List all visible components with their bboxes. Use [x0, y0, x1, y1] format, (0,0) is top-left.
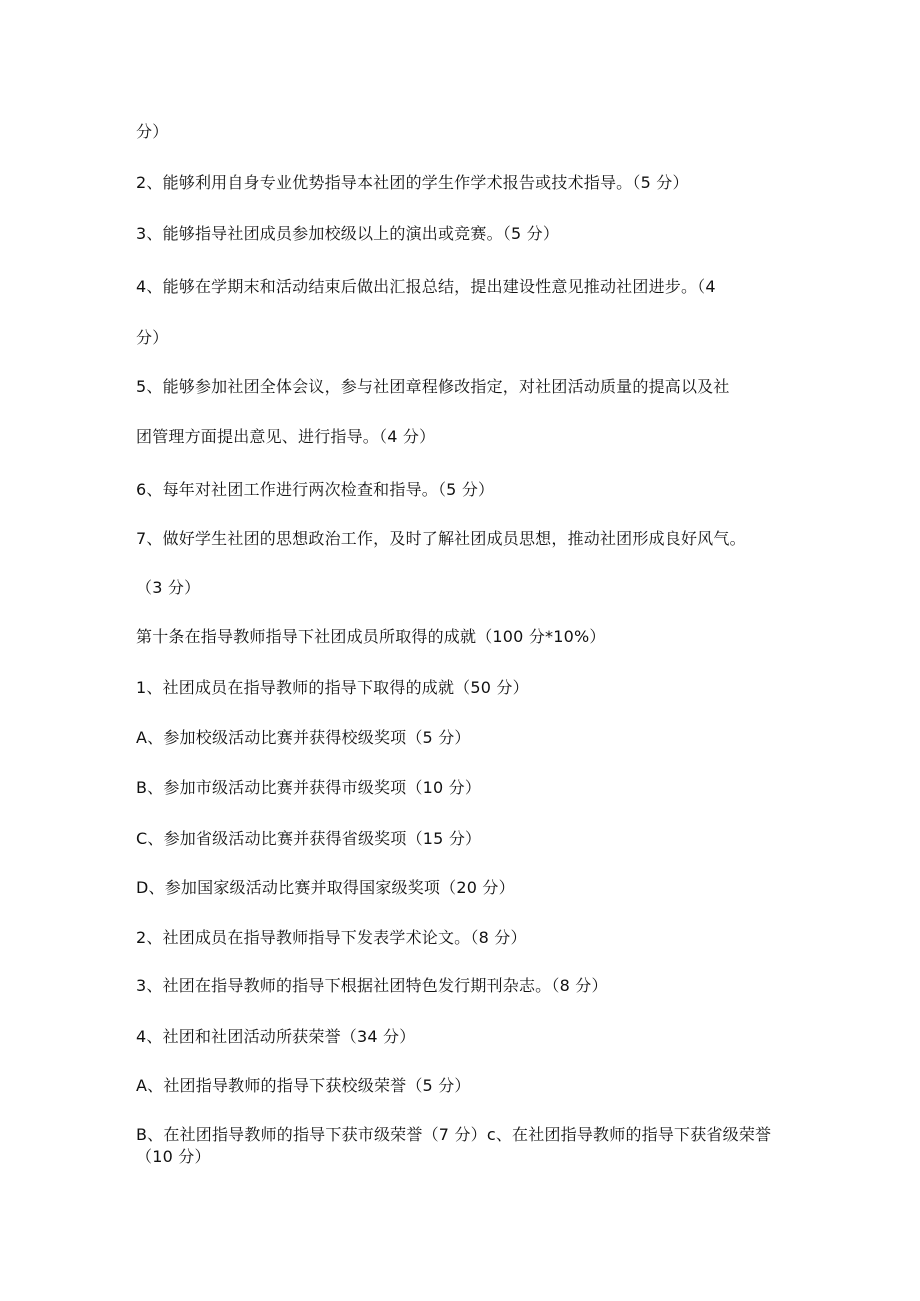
criterion-item-2: 2、能够利用自身专业优势指导本社团的学生作学术报告或技术指导。（5 分）	[136, 173, 689, 192]
article-10-heading: 第十条在指导教师指导下社团成员所取得的成就（100 分*10%）	[136, 627, 606, 646]
sub-item-b: B、参加市级活动比赛并获得市级奖项（10 分）	[136, 778, 482, 797]
sub-item-d: D、参加国家级活动比赛并取得国家级奖项（20 分）	[136, 878, 515, 897]
text-line-continuation: 分）	[136, 122, 169, 141]
criterion-item-5-continuation: 团管理方面提出意见、进行指导。（4 分）	[136, 427, 436, 446]
sub-item-a: A、参加校级活动比赛并获得校级奖项（5 分）	[136, 728, 471, 747]
criterion-item-6: 6、每年对社团工作进行两次检查和指导。（5 分）	[136, 480, 495, 499]
achievement-item-4: 4、社团和社团活动所获荣誉（34 分）	[136, 1027, 416, 1046]
criterion-item-3: 3、能够指导社团成员参加校级以上的演出或竞赛。（5 分）	[136, 224, 560, 243]
achievement-item-2: 2、社团成员在指导教师指导下发表学术论文。（8 分）	[136, 928, 527, 947]
criterion-item-7: 7、做好学生社团的思想政治工作，及时了解社团成员思想，推动社团形成良好风气。	[136, 529, 746, 548]
achievement-item-3: 3、社团在指导教师的指导下根据社团特色发行期刊杂志。（8 分）	[136, 976, 608, 995]
sub-item-c: C、参加省级活动比赛并获得省级奖项（15 分）	[136, 829, 482, 848]
criterion-item-4: 4、能够在学期末和活动结束后做出汇报总结，提出建设性意见推动社团进步。（4	[136, 277, 716, 296]
honor-item-a: A、社团指导教师的指导下获校级荣誉（5 分）	[136, 1076, 471, 1095]
criterion-item-4-continuation: 分）	[136, 328, 169, 347]
achievement-item-1: 1、社团成员在指导教师的指导下取得的成就（50 分）	[136, 678, 529, 697]
criterion-item-7-continuation: （3 分）	[136, 578, 201, 597]
criterion-item-5: 5、能够参加社团全体会议，参与社团章程修改指定，对社团活动质量的提高以及社	[136, 377, 730, 396]
honor-item-b-c: B、在社团指导教师的指导下获市级荣誉（7 分）c、在社团指导教师的指导下获省级荣誉（10 分）	[136, 1125, 772, 1166]
